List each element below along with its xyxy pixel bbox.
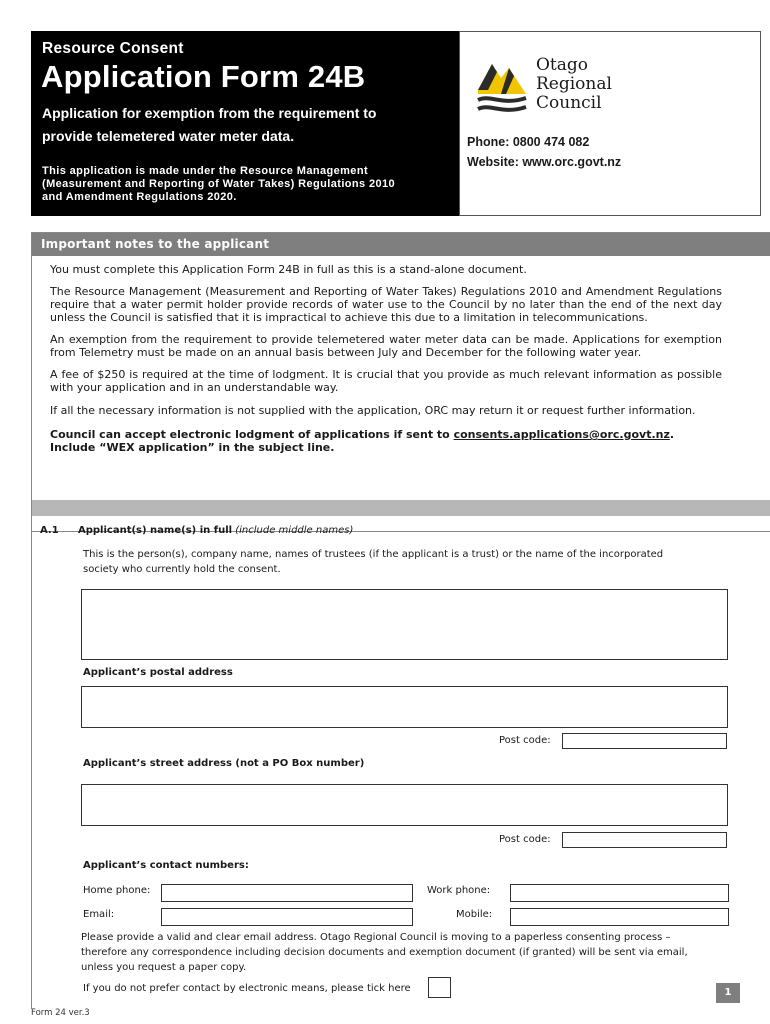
legal-basis: This application is made under the Resource Management (Measurement and Reporting of Water Takes) Regulations 2010 and Amendment Regulations 2020. [42,165,396,203]
organisation-contact [467,132,621,172]
contact-numbers-label: Applicant’s contact numbers: [83,860,249,871]
orc-logo-icon [476,54,528,118]
email-field[interactable] [161,908,413,926]
website-link[interactable]: Website: www.orc.govt.nz [467,155,622,169]
notes-body [50,263,722,463]
applicant-name-field[interactable] [81,589,728,660]
street-address-field[interactable] [81,784,728,826]
note-paragraph: If all the necessary information is not supplied with the application, ORC may return it or request further information. [50,404,696,417]
form-title: Application Form 24B [41,59,366,94]
section-number: A.1 [40,525,59,536]
note-paragraph: A fee of $250 is required at the time of lodgment. It is crucial that you provide as much relevant information as possible with your application and in an understandable way. [50,368,722,394]
phone-number: Phone: 0800 474 082 [467,135,590,149]
page-number: 1 [716,983,740,1003]
home-phone-field[interactable] [161,884,413,902]
header-title-panel [31,31,459,216]
street-postcode-field[interactable] [562,832,727,848]
email-link[interactable]: consents.applications@orc.govt.nz [453,428,670,441]
form-version: Form 24 ver.3 [31,1008,90,1018]
home-phone-label: Home phone: [83,885,151,896]
email-label: Email: [83,909,115,920]
section-heading: Applicant(s) name(s) in full (include middle names) [78,525,354,536]
form-subtitle: Application for exemption from the requirement to provide telemetered water meter data. [42,105,377,144]
postal-address-field[interactable] [81,686,728,728]
mobile-field[interactable] [510,908,729,926]
organisation-name: Otago Regional Council [536,55,612,113]
paper-copy-checkbox[interactable] [428,977,451,998]
note-paragraph: An exemption from the requirement to provide telemetered water meter data can be made. Applications for exemption from Telemetry must be made on an annual basis between July and December for the following water year. [50,333,722,359]
section-help-text: This is the person(s), company name, names of trustees (if the applicant is a trust) or the name of the incorporated society who currently hold the consent. [83,549,664,575]
work-phone-label: Work phone: [427,885,491,896]
note-paragraph: You must complete this Application Form 24B in full as this is a stand-alone document. [50,263,527,276]
form-kicker: Resource Consent [42,40,184,57]
organisation-panel [459,31,761,216]
notes-footer-bar [32,500,770,516]
postal-postcode-field[interactable] [562,733,727,749]
notes-header [32,233,770,256]
postal-postcode-label: Post code: [499,735,551,746]
paper-copy-label: If you do not prefer contact by electronic means, please tick here [83,983,411,994]
lodgment-note: Council can accept electronic lodgment of applications if sent to consents.applications@orc.govt.nz. Include “WEX application” in the subject line. [50,428,675,454]
street-address-label: Applicant’s street address (not a PO Box number) [83,758,365,769]
mobile-label: Mobile: [456,909,493,920]
street-postcode-label: Post code: [499,834,551,845]
note-paragraph: The Resource Management (Measurement and Reporting of Water Takes) Regulations 2010 and Amendment Regulations require that a water permit holder provide records of water use to the Council by no later than the end of the next day unless the Council is satisfied that it is impractical to achieve this due to a limitation in telecommunications. [50,285,722,324]
postal-address-label: Applicant’s postal address [83,667,233,678]
work-phone-field[interactable] [510,884,729,902]
notes-title: Important notes to the applicant [41,237,270,251]
paperless-note: Please provide a valid and clear email address. Otago Regional Council is moving to a paperless consenting process – therefore any correspondence including decision documents and exemption document (if granted) will be sent via email, unless you request a paper copy. [81,932,688,973]
